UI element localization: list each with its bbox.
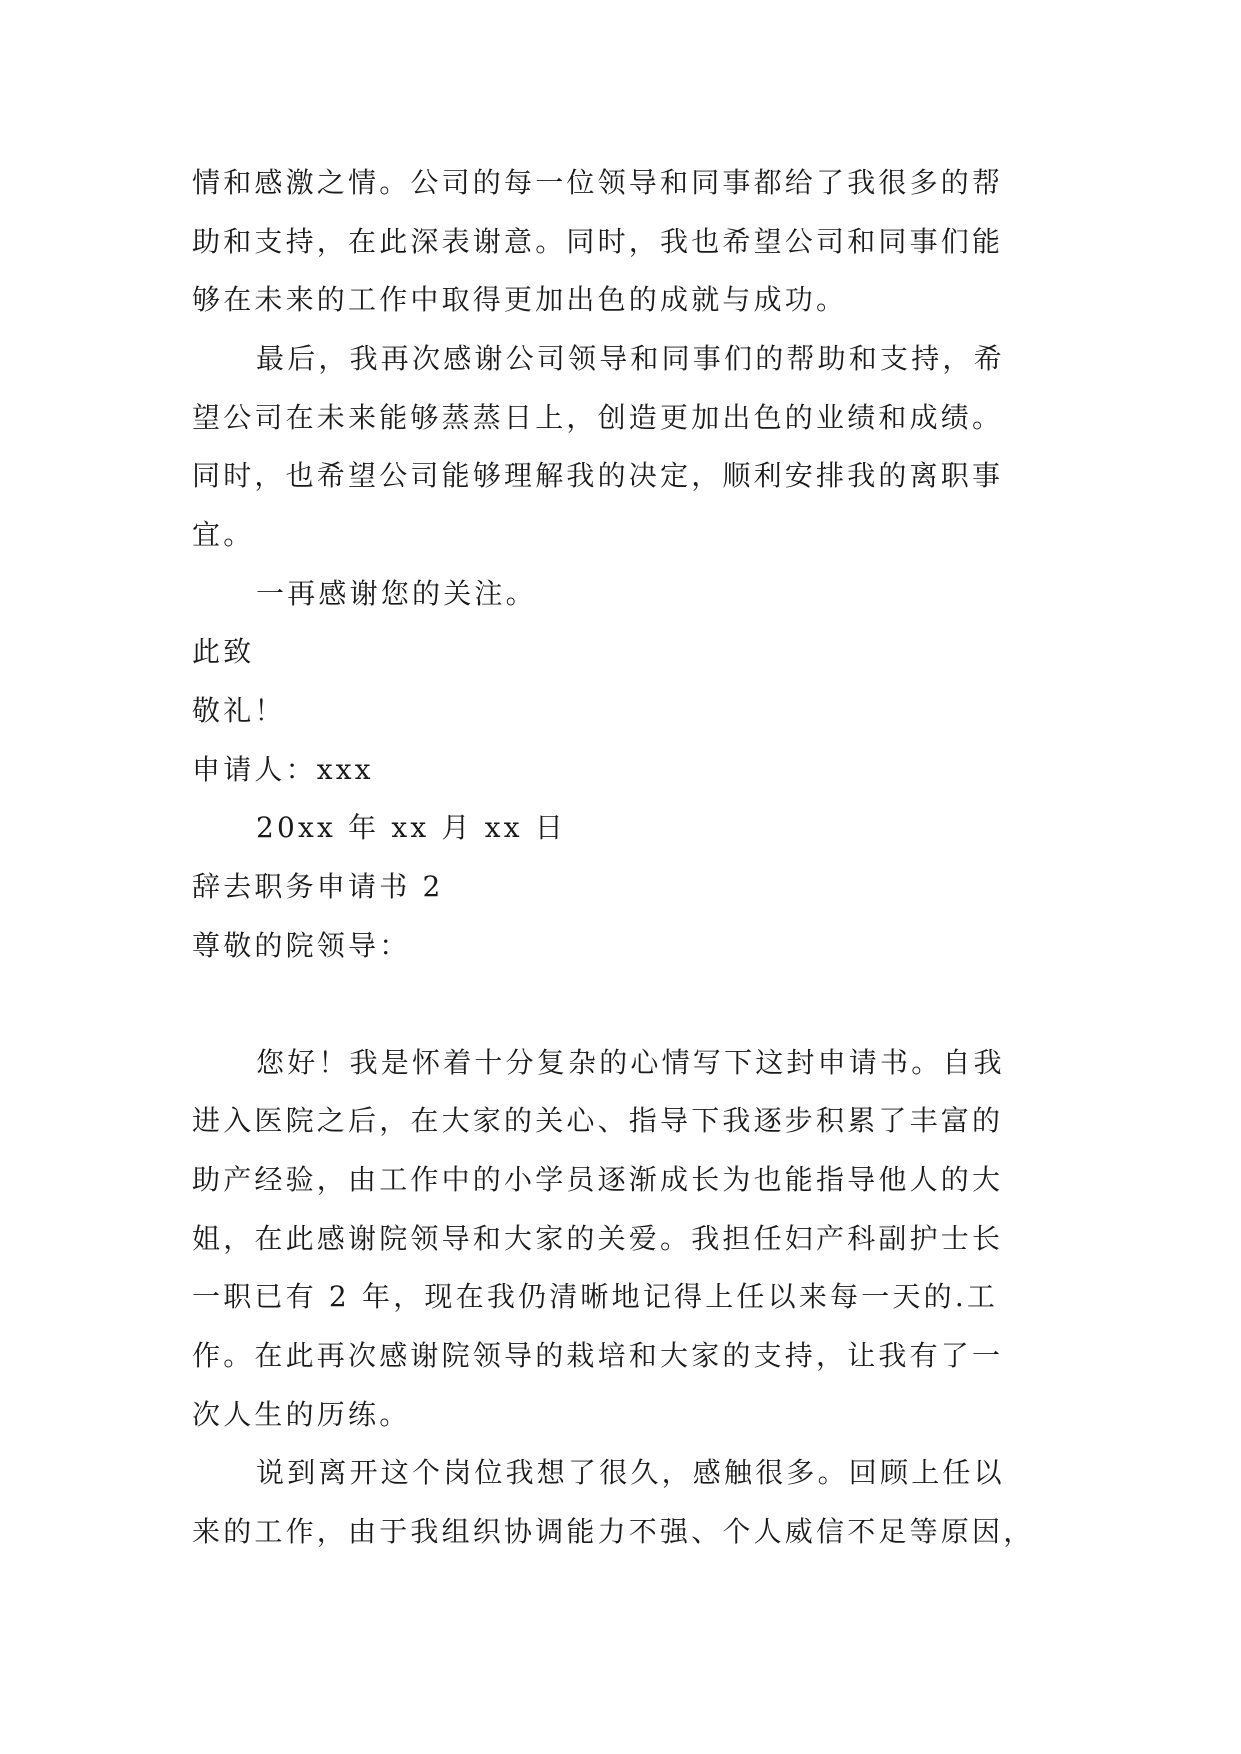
body-text-line: 助和支持，在此深表谢意。同时，我也希望公司和同事们能 xyxy=(192,225,1004,258)
body-text-line: 情和感激之情。公司的每一位领导和同事都给了我很多的帮 xyxy=(192,166,1004,199)
body-text-line: 姐，在此感谢院领导和大家的关爱。我担任妇产科副护士长 xyxy=(192,1222,1004,1255)
greeting-line: 尊敬的院领导： xyxy=(192,929,411,962)
body-text-line: 进入医院之后，在大家的关心、指导下我逐步积累了丰富的 xyxy=(192,1104,1004,1137)
body-text-line: 作。在此再次感谢院领导的栽培和大家的支持，让我有了一 xyxy=(192,1339,1004,1372)
section-title: 辞去职务申请书 2 xyxy=(192,870,444,903)
body-text-line: 够在未来的工作中取得更加出色的成就与成功。 xyxy=(192,283,848,316)
body-text-line: 宜。 xyxy=(192,518,255,551)
applicant-line: 申请人：xxx xyxy=(192,753,374,786)
paragraph-first-line: 最后，我再次感谢公司领导和同事们的帮助和支持，希 xyxy=(256,342,1005,375)
paragraph-first-line: 您好！我是怀着十分复杂的心情写下这封申请书。自我 xyxy=(256,1046,1005,1079)
body-text-line: 一职已有 2 年，现在我仍清晰地记得上任以来每一天的.工 xyxy=(192,1280,999,1313)
closing-thanks: 一再感谢您的关注。 xyxy=(256,577,537,610)
body-text-line: 望公司在未来能够蒸蒸日上，创造更加出色的业绩和成绩。 xyxy=(192,401,1004,434)
salutation-closing: 此致 xyxy=(192,635,255,668)
body-text-line: 次人生的历练。 xyxy=(192,1398,411,1431)
date-line: 20xx 年 xx 月 xx 日 xyxy=(256,811,567,844)
body-text-line: 同时，也希望公司能够理解我的决定，顺利安排我的离职事 xyxy=(192,459,1004,492)
salutation-regards: 敬礼！ xyxy=(192,694,286,727)
body-text-line: 来的工作，由于我组织协调能力不强、个人威信不足等原因， xyxy=(192,1515,1035,1548)
body-text-line: 助产经验，由工作中的小学员逐渐成长为也能指导他人的大 xyxy=(192,1163,1004,1196)
paragraph-first-line: 说到离开这个岗位我想了很久，感触很多。回顾上任以 xyxy=(256,1456,1005,1489)
